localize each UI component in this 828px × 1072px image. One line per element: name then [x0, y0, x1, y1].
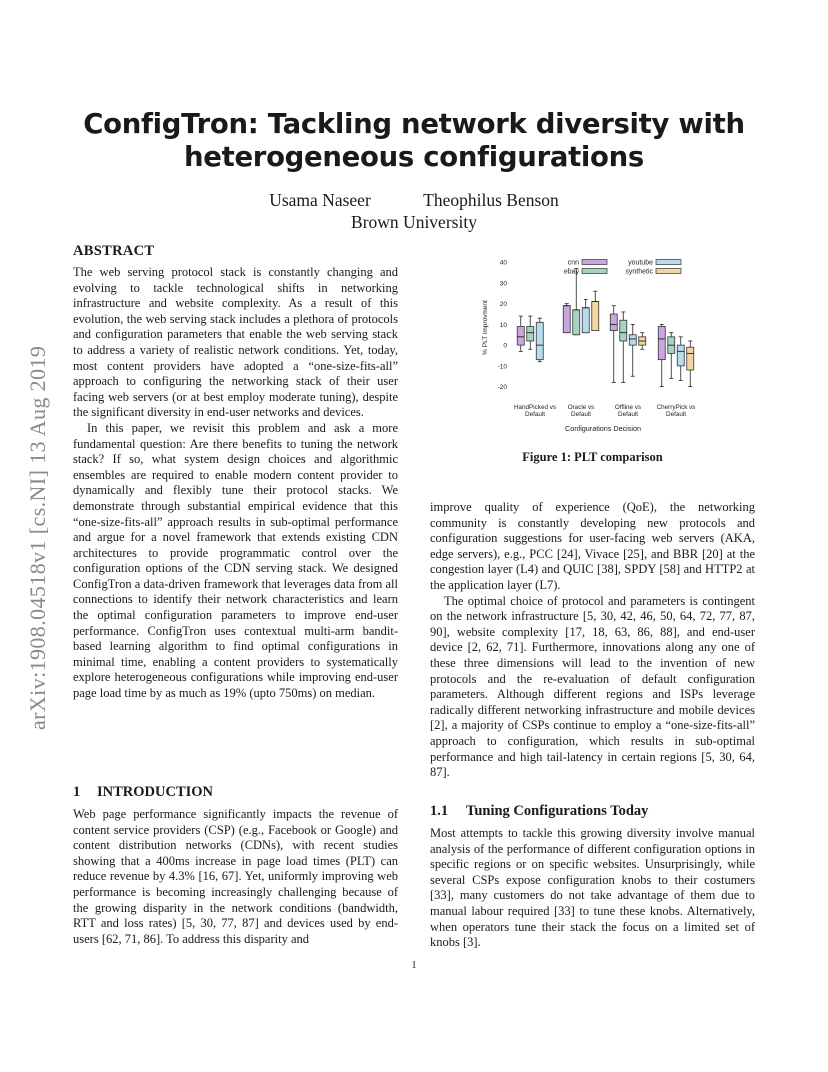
subsection-heading [430, 803, 648, 820]
abstract-paragraph: The web serving protocol stack is constantly changing and evolving to tackle technological shifts in networking infrastructure and website complexity. As a result of this evolution, the web serving stack includes a plethora of protocols and configuration parameters that enable the web serving stack to address a variety of realistic network conditions. Yet, today, most content providers have adopted a “one-size-fits-all” approach to configuring the networking stack of their user facing web servers (or at best employ moderate tuning), despite the significant diversity in end-user networks and devices. [73, 265, 398, 420]
affiliation: Brown University [351, 212, 477, 232]
box [620, 320, 627, 341]
x-tick-label: Default [666, 411, 686, 418]
legend-label: youtube [628, 259, 653, 267]
legend-label: cnn [567, 259, 579, 267]
y-tick-label: 30 [499, 280, 507, 288]
box [536, 322, 543, 359]
figure-caption: Figure 1: PLT comparison [522, 450, 663, 464]
x-tick-label: Default [525, 411, 545, 418]
y-tick-label: -20 [497, 384, 507, 392]
intro-body [73, 807, 398, 947]
subsection-number: 1.1 [430, 803, 449, 819]
subsection-body [430, 826, 755, 951]
author-list [0, 189, 828, 211]
box [573, 310, 580, 335]
title-line-1: ConfigTron: Tackling network diversity with [83, 108, 745, 140]
body-paragraph: The optimal choice of protocol and parameters is contingent on the network infrastructure [5, 30, 42, 46, 50, 64, 72, 77, 87, 90], website complexity [17, 18, 63, 86, 88], and end-user device [2, 62, 71]. Furthermore, innovations along any one of these three dimensions will lead to the invention of new protocols and the re-evaluation of default configuration parameters. Although different regions and ISPs leverage radically different networking infrastructure and mobile devices [2], a majority of CSPs continue to employ a “one-size-fits-all” approach to configuration, which results in sub-optimal performance and high tail-latency in certain regions [5, 30, 64, 87]. [430, 593, 755, 780]
arxiv-stamp: arXiv:1908.04518v1 [cs.NI] 13 Aug 2019 [25, 345, 50, 730]
x-tick-label: Default [618, 411, 638, 418]
box [592, 302, 599, 331]
box [527, 326, 534, 341]
section-number: 1 [73, 784, 81, 800]
title-line-2: heterogeneous configurations [183, 141, 644, 173]
author-name: Theophilus Benson [423, 190, 559, 210]
body-paragraph: Most attempts to tackle this growing diversity involve manual analysis of the performance of different configuration options in specific regions or on specific websites. Unsurprisingly, while several CSPs expose configuration knobs to their costumers [33], many customers do not take advantage of them due to manual labour required [33] to tune these knobs. Alternatively, when operators tune their stack the focus on a limited set of knobs [3]. [430, 826, 755, 950]
box [563, 306, 570, 333]
abstract-body [73, 265, 398, 702]
y-axis-label: % PLT improvment [482, 300, 489, 355]
page-number: 1 [411, 960, 417, 971]
legend-label: ebay [563, 268, 579, 276]
x-tick-label: Oracle vs [567, 404, 595, 411]
box [687, 347, 694, 370]
box [517, 326, 524, 345]
y-tick-label: 0 [503, 342, 507, 350]
section-title: INTRODUCTION [97, 784, 214, 800]
x-tick-label: CherryPick vs [656, 404, 696, 411]
box [658, 326, 665, 359]
y-tick-label: 20 [499, 301, 507, 309]
author-name: Usama Naseer [269, 190, 371, 210]
legend-label: synthetic [625, 268, 653, 276]
box [582, 308, 589, 333]
intro-paragraph: Web page performance significantly impacts the revenue of content service providers (CSP) (e.g., Facebook or Google) and content distribution networks (CDNs), with recent studies showing that a 400ms increase in page load times (PLT) can reduce revenue by 4.3% [16, 67]. Yet, uniformly improving web performance is becoming increasingly challenging because of the growing disparity in the network conditions (bandwidth, RTT and loss rates) [5, 30, 77, 87] and devices used by end-users [62, 71, 86]. To address this disparity and [73, 807, 398, 946]
right-column-body [430, 500, 755, 781]
y-tick-label: 10 [499, 321, 507, 329]
legend-swatch [656, 260, 681, 265]
abstract-paragraph: In this paper, we revisit this problem and ask a more fundamental question: Are there benefits to tuning the network stack? If so, what system design choices and algorithmic ensembles are required to enable modern content provider to dynamically and flexibly tune their protocol stacks. We demonstrate through substantial empirical evidence that this “one-size-fits-all” approach results in sub-optimal performance and argue for a novel framework that extends existing CDN architectures to provide programmatic control over the configuration options of the CDN serving stack. We designed ConfigTron a data-driven framework that leverages data from all connections to identify their network characteristics and learn the optimal configuration parameters to improve end-user performance. ConfigTron uses contextual multi-arm bandit-based learning algorithm to find optimal configurations in minimal time, enabling a content providers to systematically explore heterogeneous configurations while improving end-user page load time by as much as 19% (upto 750ms) on median. [73, 420, 398, 701]
body-paragraph: improve quality of experience (QoE), the networking community is constantly developing new protocols and configuration suggestions for user-facing web servers (AKA, edge servers), e.g., PCC [24], Vivace [25], and BBR [20] at the congestion layer (L4) and QUIC [38], SPDY [58] and HTTP2 at the application layer (L7). [430, 500, 755, 592]
box [677, 345, 684, 366]
legend-swatch [582, 269, 607, 274]
x-tick-label: Offline vs [614, 404, 642, 411]
legend-swatch [582, 260, 607, 265]
abstract-heading: ABSTRACT [73, 243, 155, 259]
legend-swatch [656, 269, 681, 274]
box [629, 335, 636, 345]
box [610, 314, 617, 331]
y-tick-label: -10 [497, 363, 507, 371]
x-tick-label: HandPicked vs [514, 404, 556, 411]
x-tick-label: Default [571, 411, 591, 418]
subsection-title: Tuning Configurations Today [466, 803, 649, 819]
y-tick-label: 40 [499, 259, 507, 267]
x-axis-label: Configurations Decision [565, 424, 641, 433]
section-heading [73, 784, 213, 801]
plt-box-plot [430, 252, 755, 437]
paper-title [60, 108, 768, 174]
